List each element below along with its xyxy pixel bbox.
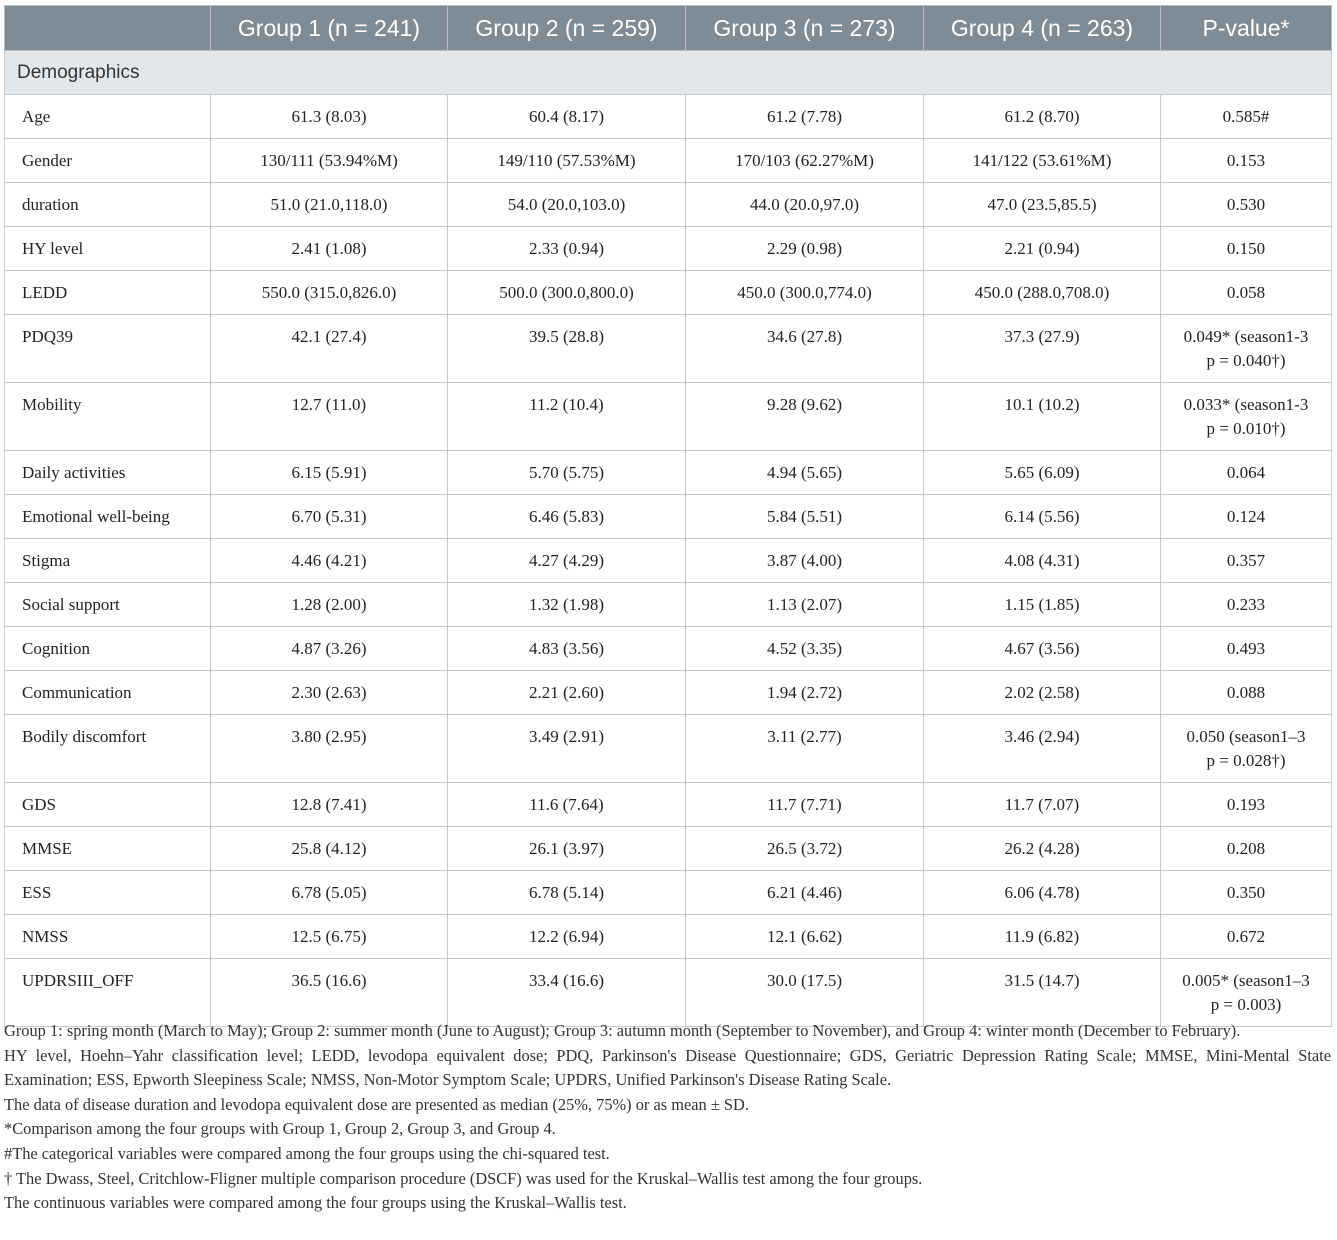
cell-pvalue [1161,715,1332,783]
cell-group4: 31.5 (14.7) [924,959,1161,1027]
row-label: Cognition [5,627,211,671]
cell-group3: 170/103 (62.27%M) [686,139,924,183]
table-row [5,715,1332,783]
cell-group4: 2.02 (2.58) [924,671,1161,715]
table-header [5,6,1332,51]
pvalue-line2: p = 0.003) [1210,995,1282,1014]
cell-group2: 3.49 (2.91) [448,715,686,783]
footnote: #The categorical variables were compared among the four groups using the chi-squared test. [4,1143,610,1163]
header-group3: Group 3 (n = 273) [686,6,924,51]
cell-group3: 5.84 (5.51) [686,495,924,539]
cell-group1: 1.28 (2.00) [211,583,448,627]
cell-group4: 61.2 (8.70) [924,95,1161,139]
footnote: Group 1: spring month (March to May); Group 2: summer month (June to August); Group 3: autumn month (September to November), and Group 4: winter month (December to February). [4,1021,1241,1040]
table-row [5,383,1332,451]
cell-group2: 4.27 (4.29) [448,539,686,583]
row-label: Gender [5,139,211,183]
cell-group3: 44.0 (20.0,97.0) [686,183,924,227]
row-label: Age [5,95,211,139]
section-label: Demographics [5,51,1332,95]
row-label: Daily activities [5,451,211,495]
row-label: GDS [5,783,211,827]
cell-group3: 3.87 (4.00) [686,539,924,583]
row-label: duration [5,183,211,227]
cell-group1: 61.3 (8.03) [211,95,448,139]
cell-group2: 26.1 (3.97) [448,827,686,871]
row-label: Stigma [5,539,211,583]
footnote: The data of disease duration and levodopa equivalent dose are presented as median (25%, 75%) or as mean ± SD. [4,1094,749,1114]
table-body [5,95,1332,1027]
cell-group1: 4.87 (3.26) [211,627,448,671]
data-table [4,5,1332,1027]
cell-pvalue [1161,959,1332,1027]
cell-group1: 42.1 (27.4) [211,315,448,383]
row-label: UPDRSIII_OFF [5,959,211,1027]
cell-pvalue: 0.493 [1161,627,1332,671]
cell-group1: 4.46 (4.21) [211,539,448,583]
cell-group4: 6.14 (5.56) [924,495,1161,539]
pvalue-line2: p = 0.028†) [1206,751,1286,770]
footnote: *Comparison among the four groups with Group 1, Group 2, Group 3, and Group 4. [4,1119,556,1139]
cell-group3: 2.29 (0.98) [686,227,924,271]
cell-group1: 51.0 (21.0,118.0) [211,183,448,227]
cell-pvalue: 0.193 [1161,783,1332,827]
section-row [5,51,1332,95]
pvalue-line1: 0.033* (season1-3 [1183,395,1309,414]
header-empty [5,6,211,51]
cell-pvalue: 0.064 [1161,451,1332,495]
table-row [5,783,1332,827]
header-group1: Group 1 (n = 241) [211,6,448,51]
cell-group4: 10.1 (10.2) [924,383,1161,451]
cell-group4: 5.65 (6.09) [924,451,1161,495]
cell-group1: 12.7 (11.0) [211,383,448,451]
table-row [5,959,1332,1027]
cell-group2: 54.0 (20.0,103.0) [448,183,686,227]
cell-group4: 1.15 (1.85) [924,583,1161,627]
cell-group2: 11.6 (7.64) [448,783,686,827]
header-group2: Group 2 (n = 259) [448,6,686,51]
cell-group1: 2.41 (1.08) [211,227,448,271]
cell-group2: 2.21 (2.60) [448,671,686,715]
cell-pvalue: 0.357 [1161,539,1332,583]
cell-group2: 12.2 (6.94) [448,915,686,959]
cell-pvalue: 0.124 [1161,495,1332,539]
cell-group3: 1.94 (2.72) [686,671,924,715]
cell-pvalue: 0.530 [1161,183,1332,227]
cell-group3: 1.13 (2.07) [686,583,924,627]
cell-group3: 30.0 (17.5) [686,959,924,1027]
cell-group2: 1.32 (1.98) [448,583,686,627]
cell-pvalue: 0.208 [1161,827,1332,871]
cell-group1: 6.70 (5.31) [211,495,448,539]
table-container [4,5,1331,1027]
row-label: LEDD [5,271,211,315]
header-pvalue: P-value* [1161,6,1332,51]
table-row [5,183,1332,227]
cell-group1: 130/111 (53.94%M) [211,139,448,183]
cell-group3: 4.94 (5.65) [686,451,924,495]
table-row [5,271,1332,315]
table-row [5,671,1332,715]
cell-group2: 4.83 (3.56) [448,627,686,671]
cell-group4: 37.3 (27.9) [924,315,1161,383]
cell-group2: 2.33 (0.94) [448,227,686,271]
table-row [5,827,1332,871]
cell-group1: 6.15 (5.91) [211,451,448,495]
cell-pvalue: 0.150 [1161,227,1332,271]
cell-group1: 6.78 (5.05) [211,871,448,915]
footnote: The continuous variables were compared among the four groups using the Kruskal–Wallis test. [4,1193,627,1213]
cell-pvalue: 0.058 [1161,271,1332,315]
cell-group3: 9.28 (9.62) [686,383,924,451]
table-row [5,495,1332,539]
cell-group1: 550.0 (315.0,826.0) [211,271,448,315]
table-row [5,871,1332,915]
cell-group3: 4.52 (3.35) [686,627,924,671]
cell-group4: 4.08 (4.31) [924,539,1161,583]
cell-pvalue [1161,315,1332,383]
row-label: Communication [5,671,211,715]
cell-group2: 6.78 (5.14) [448,871,686,915]
row-label: PDQ39 [5,315,211,383]
pvalue-line1: 0.050 (season1–3 [1186,727,1306,746]
cell-group4: 11.7 (7.07) [924,783,1161,827]
cell-pvalue: 0.585# [1161,95,1332,139]
table-row [5,627,1332,671]
cell-pvalue: 0.153 [1161,139,1332,183]
cell-group3: 6.21 (4.46) [686,871,924,915]
table-row [5,227,1332,271]
cell-group4: 6.06 (4.78) [924,871,1161,915]
row-label: Social support [5,583,211,627]
cell-group4: 141/122 (53.61%M) [924,139,1161,183]
cell-group3: 3.11 (2.77) [686,715,924,783]
row-label: NMSS [5,915,211,959]
cell-group1: 12.8 (7.41) [211,783,448,827]
cell-group2: 500.0 (300.0,800.0) [448,271,686,315]
table-row [5,539,1332,583]
row-label: HY level [5,227,211,271]
table-row [5,139,1332,183]
cell-group1: 3.80 (2.95) [211,715,448,783]
cell-pvalue [1161,383,1332,451]
cell-group2: 60.4 (8.17) [448,95,686,139]
cell-group2: 149/110 (57.53%M) [448,139,686,183]
cell-group4: 26.2 (4.28) [924,827,1161,871]
footnote: HY level, Hoehn–Yahr classification level; LEDD, levodopa equivalent dose; PDQ, Parkinson's Disease Questionnaire; GDS, Geriatric Depression Rating Scale; MMSE, Mini-Mental State Examination; ESS, Epworth Sleepiness Scale; NMSS, Non-Motor Symptom Scale; UPDRS, Unified Parkinson's Disease Rating Scale. [4,1045,1331,1090]
cell-group1: 36.5 (16.6) [211,959,448,1027]
cell-pvalue: 0.088 [1161,671,1332,715]
row-label: ESS [5,871,211,915]
cell-group4: 4.67 (3.56) [924,627,1161,671]
cell-pvalue: 0.672 [1161,915,1332,959]
table-row [5,315,1332,383]
cell-group2: 33.4 (16.6) [448,959,686,1027]
cell-group2: 39.5 (28.8) [448,315,686,383]
pvalue-line1: 0.005* (season1–3 [1182,971,1310,990]
cell-group3: 26.5 (3.72) [686,827,924,871]
cell-group2: 11.2 (10.4) [448,383,686,451]
cell-group2: 5.70 (5.75) [448,451,686,495]
cell-group1: 2.30 (2.63) [211,671,448,715]
cell-group1: 25.8 (4.12) [211,827,448,871]
cell-pvalue: 0.233 [1161,583,1332,627]
footnote: † The Dwass, Steel, Critchlow-Fligner multiple comparison procedure (DSCF) was used for the Kruskal–Wallis test among the four groups. [4,1168,923,1188]
cell-group3: 61.2 (7.78) [686,95,924,139]
row-label: Bodily discomfort [5,715,211,783]
table-row [5,451,1332,495]
cell-group1: 12.5 (6.75) [211,915,448,959]
header-group4: Group 4 (n = 263) [924,6,1161,51]
cell-group4: 47.0 (23.5,85.5) [924,183,1161,227]
cell-group3: 11.7 (7.71) [686,783,924,827]
cell-group3: 12.1 (6.62) [686,915,924,959]
pvalue-line1: 0.049* (season1-3 [1183,327,1309,346]
cell-group4: 11.9 (6.82) [924,915,1161,959]
cell-group3: 450.0 (300.0,774.0) [686,271,924,315]
row-label: Emotional well-being [5,495,211,539]
pvalue-line2: p = 0.040†) [1206,351,1286,370]
table-row [5,915,1332,959]
cell-group4: 3.46 (2.94) [924,715,1161,783]
cell-group4: 450.0 (288.0,708.0) [924,271,1161,315]
table-footnotes [4,1019,1331,1216]
table-row [5,583,1332,627]
pvalue-line2: p = 0.010†) [1206,419,1286,438]
table-row [5,95,1332,139]
cell-pvalue: 0.350 [1161,871,1332,915]
row-label: Mobility [5,383,211,451]
row-label: MMSE [5,827,211,871]
cell-group2: 6.46 (5.83) [448,495,686,539]
cell-group3: 34.6 (27.8) [686,315,924,383]
cell-group4: 2.21 (0.94) [924,227,1161,271]
